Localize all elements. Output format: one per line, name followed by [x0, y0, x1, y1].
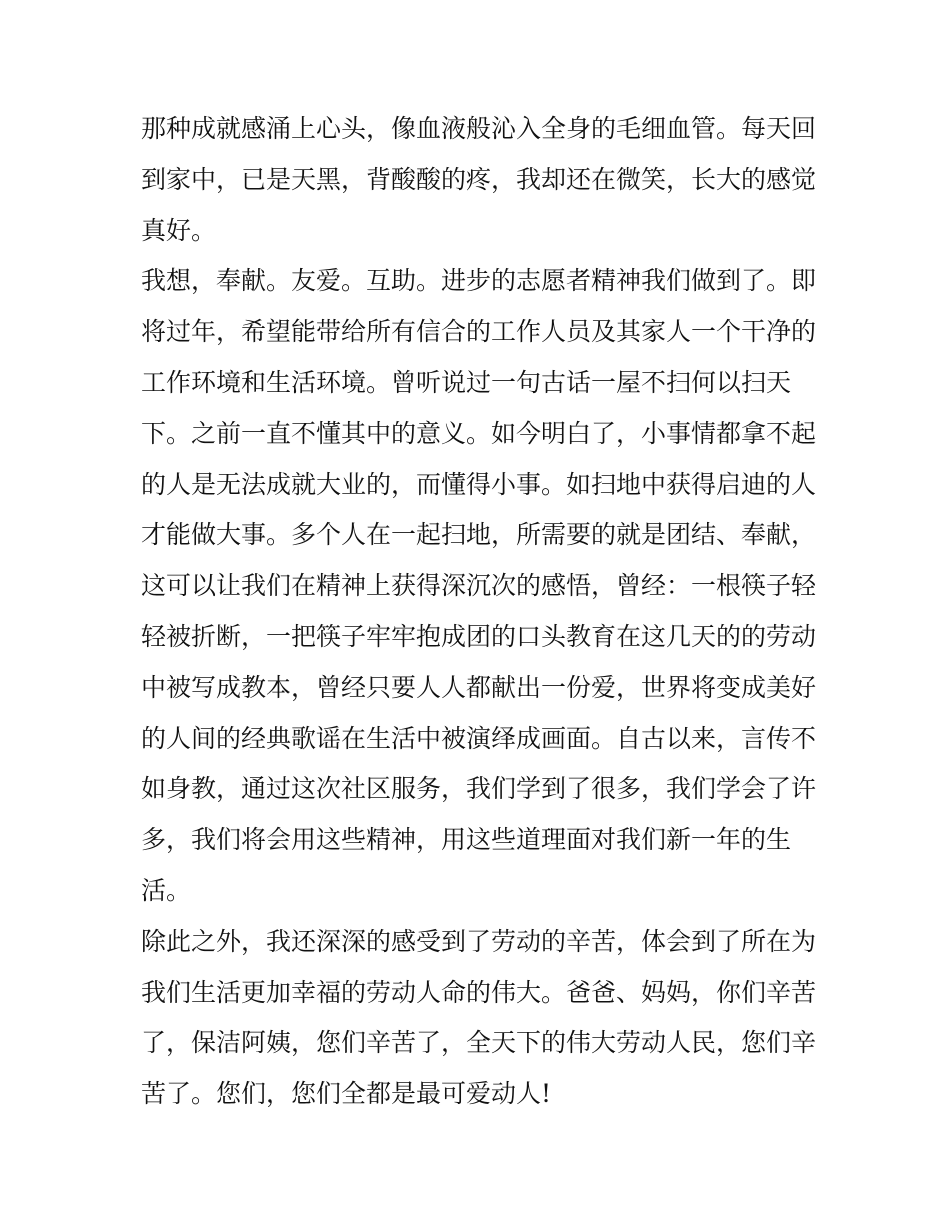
text-line: 这可以让我们在精神上获得深沉次的感悟，曾经：一根筷子轻 [141, 571, 817, 601]
text-line: 真好。 [141, 215, 217, 245]
text-line: 我们生活更加幸福的劳动人命的伟大。爸爸、妈妈，你们辛苦 [141, 977, 817, 1007]
text-line: 苦了。您们，您们全都是最可爱动人! [141, 1079, 552, 1109]
text-line: 我想，奉献。友爱。互助。进步的志愿者精神我们做到了。即 [141, 266, 817, 296]
text-line: 活。 [141, 875, 192, 905]
text-line: 除此之外，我还深深的感受到了劳动的辛苦，体会到了所在为 [141, 926, 817, 956]
text-line: 中被写成教本，曾经只要人人都献出一份爱，世界将变成美好 [141, 672, 817, 702]
text-line: 轻被折断，一把筷子牢牢抱成团的口头教育在这几天的的劳动 [141, 621, 817, 651]
text-line: 工作环境和生活环境。曾听说过一句古话一屋不扫何以扫天 [141, 367, 792, 397]
paragraph-1 [141, 104, 817, 256]
paragraph-2 [141, 256, 817, 916]
text-line: 才能做大事。多个人在一起扫地，所需要的就是团结、奉献， [141, 520, 817, 550]
text-line: 下。之前一直不懂其中的意义。如今明白了，小事情都拿不起 [141, 418, 817, 448]
text-line: 多，我们将会用这些精神，用这些道理面对我们新一年的生 [141, 825, 792, 855]
text-line: 了，保洁阿姨，您们辛苦了，全天下的伟大劳动人民，您们辛 [141, 1028, 817, 1058]
body-text [141, 104, 817, 1120]
text-line: 如身教，通过这次社区服务，我们学到了很多，我们学会了许 [141, 774, 817, 804]
text-line: 到家中，已是天黑，背酸酸的疼，我却还在微笑，长大的感觉 [141, 164, 817, 194]
text-line: 的人是无法成就大业的，而懂得小事。如扫地中获得启迪的人 [141, 469, 817, 499]
paragraph-3 [141, 917, 817, 1120]
text-line: 那种成就感涌上心头，像血液般沁入全身的毛细血管。每天回 [141, 114, 817, 143]
text-line: 的人间的经典歌谣在生活中被演绎成画面。自古以来，言传不 [141, 723, 817, 753]
text-line: 将过年，希望能带给所有信合的工作人员及其家人一个干净的 [141, 317, 817, 347]
